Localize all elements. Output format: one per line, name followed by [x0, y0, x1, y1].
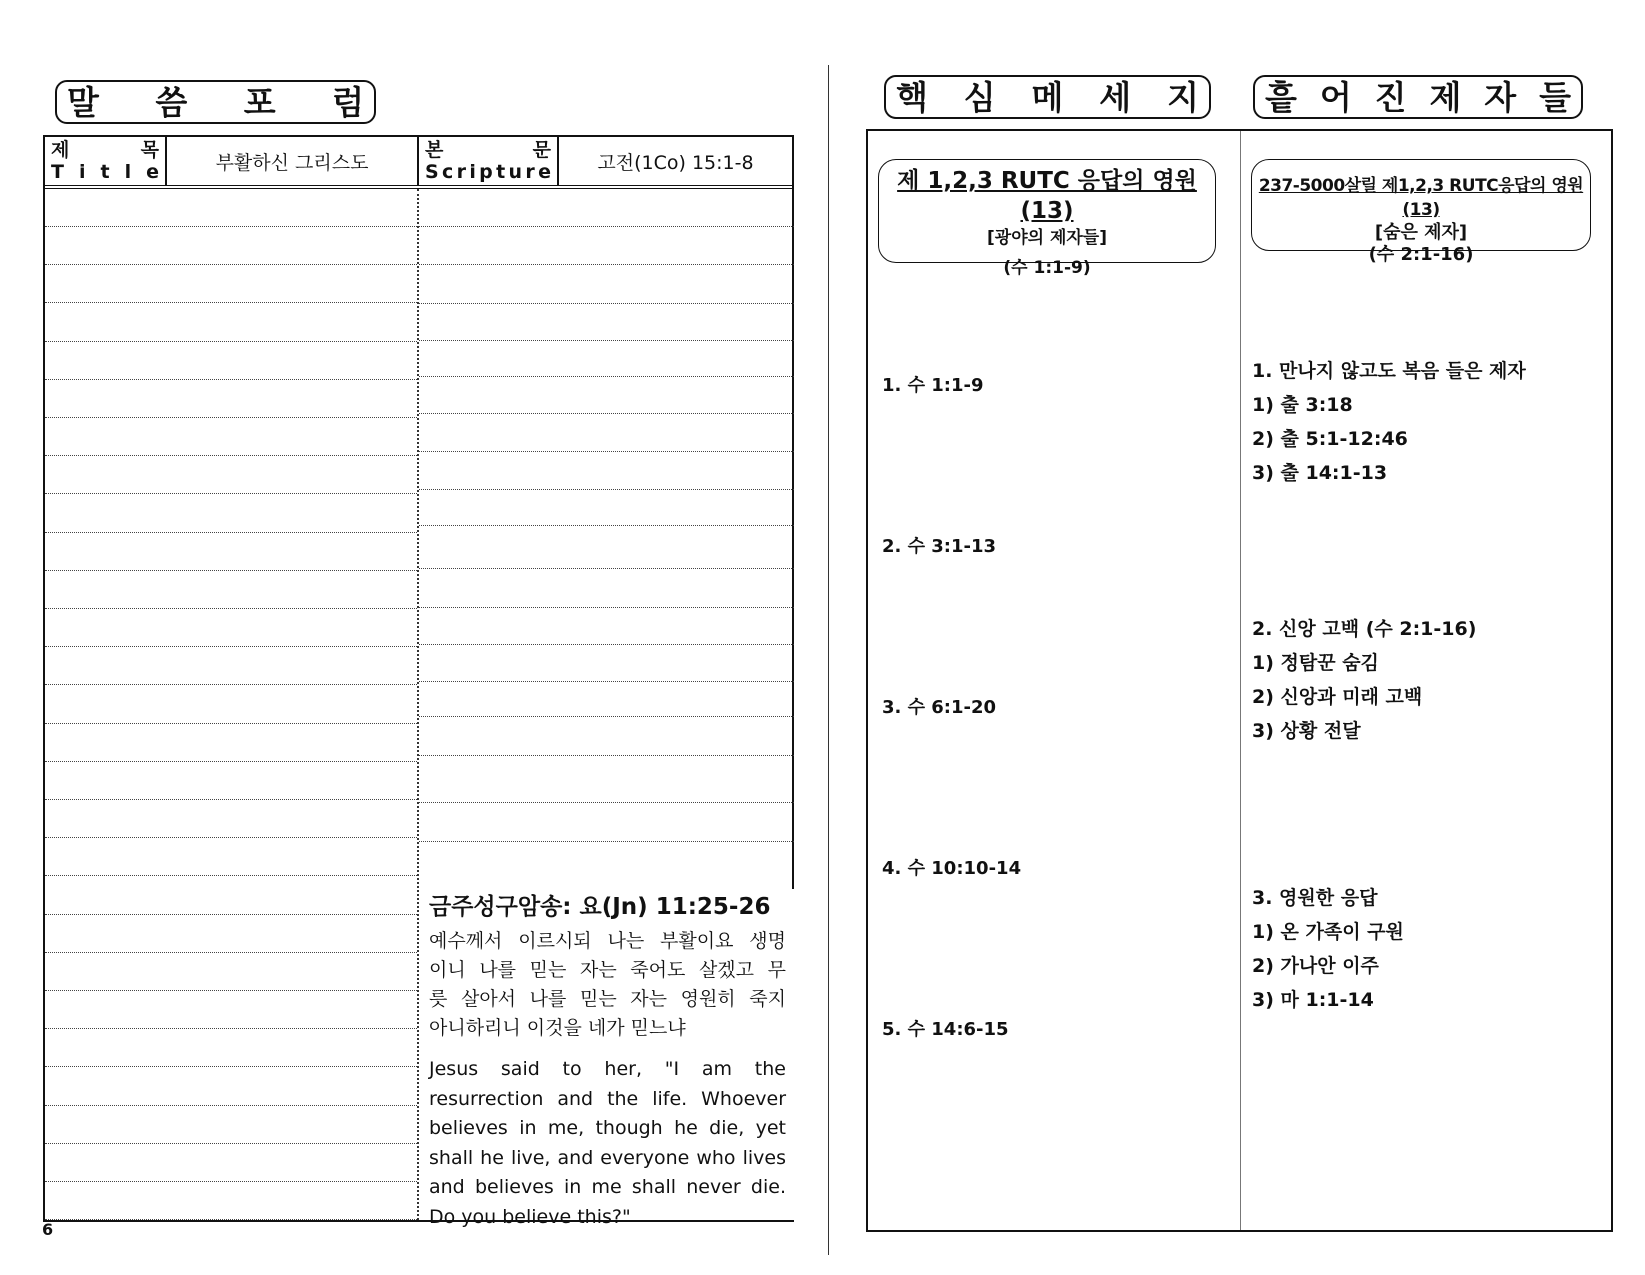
- scattered-disciples-card-title: 237-5000살릴 제1,2,3 RUTC응답의 영원(13): [1258, 176, 1584, 220]
- memory-verse-box: [419, 889, 794, 1228]
- note-line: [45, 990, 417, 991]
- scripture-reference: 고전(1Co) 15:1-8: [597, 151, 754, 174]
- column-divider: [1240, 131, 1241, 1230]
- scattered-disciples-group: [1252, 881, 1404, 1017]
- note-line: [45, 455, 417, 456]
- scripture-label-korean: [425, 139, 551, 161]
- section-title-char: 심: [963, 77, 996, 117]
- group-point: 1) 정탐꾼 숨김: [1252, 652, 1379, 674]
- scattered-disciples-card-subtitle: [숨은 제자]: [1374, 222, 1468, 243]
- memory-verse-korean: [429, 927, 786, 1043]
- note-line: [45, 532, 417, 533]
- group-point: 2) 가나안 이주: [1252, 955, 1379, 977]
- outline-frame: [866, 129, 1613, 1232]
- note-line: [419, 340, 794, 341]
- note-line: [45, 608, 417, 609]
- note-line: [419, 264, 794, 265]
- section-title-char: 말: [67, 82, 99, 122]
- label-letter: c: [442, 161, 454, 183]
- section-title-char: 메: [1031, 77, 1064, 117]
- note-line: [45, 646, 417, 647]
- section-title-char: 핵: [896, 77, 928, 117]
- label-letter: r: [525, 161, 535, 183]
- group-heading: 1. 만나지 않고도 복음 들은 제자: [1252, 360, 1526, 382]
- sermon-notes-table: [43, 135, 794, 1228]
- group-point: 2) 출 5:1-12:46: [1252, 428, 1408, 450]
- note-line: [45, 723, 417, 724]
- note-lines-area: [45, 189, 792, 1228]
- notes-header-row: [45, 137, 792, 189]
- section-title-char: 진: [1374, 77, 1407, 117]
- note-line: [419, 376, 794, 377]
- note-line: [45, 1105, 417, 1106]
- group-heading: 2. 신앙 고백 (수 2:1-16): [1252, 618, 1477, 640]
- section-title-char: 지: [1167, 77, 1199, 117]
- group-point: 2) 신앙과 미래 고백: [1252, 686, 1423, 708]
- section-title-scattered-disciples: [1253, 75, 1583, 119]
- memory-verse-korean-line: 이니 나를 믿는 자는 죽어도 살겠고 무: [429, 959, 786, 981]
- note-line: [45, 1143, 417, 1144]
- note-line: [45, 379, 417, 380]
- note-line: [45, 875, 417, 876]
- scattered-disciples-group: [1252, 354, 1526, 490]
- note-line: [419, 802, 794, 803]
- note-line: [45, 226, 417, 227]
- note-line: [419, 716, 794, 717]
- scripture-label-char: 문: [532, 139, 551, 161]
- core-message-item: 3. 수 6:1-20: [882, 697, 997, 718]
- note-line: [45, 493, 417, 494]
- section-title-char: 어: [1319, 77, 1352, 117]
- section-title-char: 럼: [332, 82, 364, 122]
- title-label-korean: [51, 139, 159, 161]
- note-line: [45, 952, 417, 953]
- note-line: [45, 761, 417, 762]
- section-title-char: 들: [1539, 77, 1571, 117]
- core-message-item: 5. 수 14:6-15: [882, 1019, 1009, 1040]
- group-point: 3) 출 14:1-13: [1252, 462, 1388, 484]
- note-line: [45, 799, 417, 800]
- note-line: [45, 264, 417, 265]
- section-title-char: 자: [1484, 77, 1517, 117]
- note-line: [45, 837, 417, 838]
- note-line: [45, 1066, 417, 1067]
- group-heading: 3. 영원한 응답: [1252, 887, 1378, 909]
- note-line: [45, 914, 417, 915]
- note-line: [419, 226, 794, 227]
- scattered-disciples-card-reference: (수 2:1-16): [1368, 244, 1474, 265]
- core-message-item: 4. 수 10:10-14: [882, 858, 1022, 879]
- label-letter: T: [51, 161, 64, 183]
- note-line: [419, 303, 794, 304]
- title-label-char: 제: [51, 139, 70, 161]
- note-line: [45, 302, 417, 303]
- core-message-card-title: 제 1,2,3 RUTC 응답의 영원 (13): [897, 168, 1197, 224]
- core-message-card-reference: (수 1:1-9): [1003, 258, 1091, 278]
- group-point: 1) 출 3:18: [1252, 394, 1353, 416]
- scattered-disciples-card: [1251, 159, 1591, 265]
- label-letter: i: [469, 161, 476, 183]
- memory-verse-english: Jesus said to her, "I am the resurrection and the life. Whoever believes in me, though he die, yet shall he live, and everyone who lives and believes in me shall never die. Do you believe this?": [429, 1058, 786, 1228]
- note-line: [45, 1219, 417, 1220]
- group-point: 3) 상황 전달: [1252, 720, 1361, 742]
- label-letter: p: [479, 161, 493, 183]
- note-line: [45, 684, 417, 685]
- memory-verse-title: 금주성구암송: 요(Jn) 11:25-26: [429, 894, 771, 920]
- label-letter: S: [425, 161, 439, 183]
- label-letter: i: [78, 161, 86, 183]
- page-number: 6: [42, 1220, 54, 1239]
- note-line: [45, 1028, 417, 1029]
- scattered-disciples-group: [1252, 612, 1476, 748]
- memory-verse-korean-line: 예수께서 이르시되 나는 부활이요 생명: [429, 930, 786, 952]
- label-letter: t: [100, 161, 110, 183]
- label-letter: e: [538, 161, 551, 183]
- sermon-title: 부활하신 그리스도: [215, 151, 369, 174]
- section-title-char: 세: [1099, 77, 1132, 117]
- section-title-char: 씀: [155, 82, 188, 122]
- label-letter: u: [508, 161, 523, 183]
- core-message-item: 2. 수 3:1-13: [882, 536, 997, 557]
- scripture-label-cell: [419, 137, 559, 185]
- label-letter: l: [124, 161, 132, 183]
- label-letter: e: [146, 161, 159, 183]
- note-line: [45, 341, 417, 342]
- group-point: 1) 온 가족이 구원: [1252, 921, 1404, 943]
- page-gutter-line: [828, 65, 829, 1255]
- note-line: [419, 607, 794, 608]
- title-label-english: [51, 161, 159, 183]
- section-title-char: 제: [1429, 77, 1462, 117]
- note-line: [419, 644, 794, 645]
- note-line: [45, 417, 417, 418]
- note-line: [419, 413, 794, 414]
- title-label-cell: [45, 137, 167, 185]
- core-message-card-subtitle: [광야의 제자들]: [987, 228, 1107, 248]
- title-label-char: 목: [140, 139, 159, 161]
- note-line: [419, 841, 794, 842]
- group-point: 3) 마 1:1-14: [1252, 989, 1374, 1011]
- note-line: [419, 489, 794, 490]
- scripture-label-char: 본: [425, 139, 444, 161]
- title-value-cell: [167, 137, 419, 185]
- note-line: [419, 681, 794, 682]
- core-message-card: [878, 159, 1216, 278]
- core-message-item: 1. 수 1:1-9: [882, 375, 984, 396]
- memory-verse-korean-line: 아니하리니 이것을 네가 믿느냐: [429, 1017, 686, 1039]
- note-line: [45, 570, 417, 571]
- note-line: [419, 755, 794, 756]
- note-line: [419, 568, 794, 569]
- scripture-label-english: [425, 161, 551, 183]
- label-letter: t: [496, 161, 506, 183]
- section-title-char: 포: [243, 82, 276, 122]
- note-line: [419, 451, 794, 452]
- note-line: [419, 525, 794, 526]
- section-title-core-message: [884, 75, 1211, 119]
- label-letter: r: [456, 161, 466, 183]
- note-line: [45, 1181, 417, 1182]
- scripture-value-cell: [559, 137, 792, 185]
- section-title-word-forum: [55, 80, 376, 124]
- memory-verse-korean-line: 릇 살아서 나를 믿는 자는 영원히 죽지: [429, 988, 786, 1010]
- section-title-char: 흩: [1265, 77, 1297, 117]
